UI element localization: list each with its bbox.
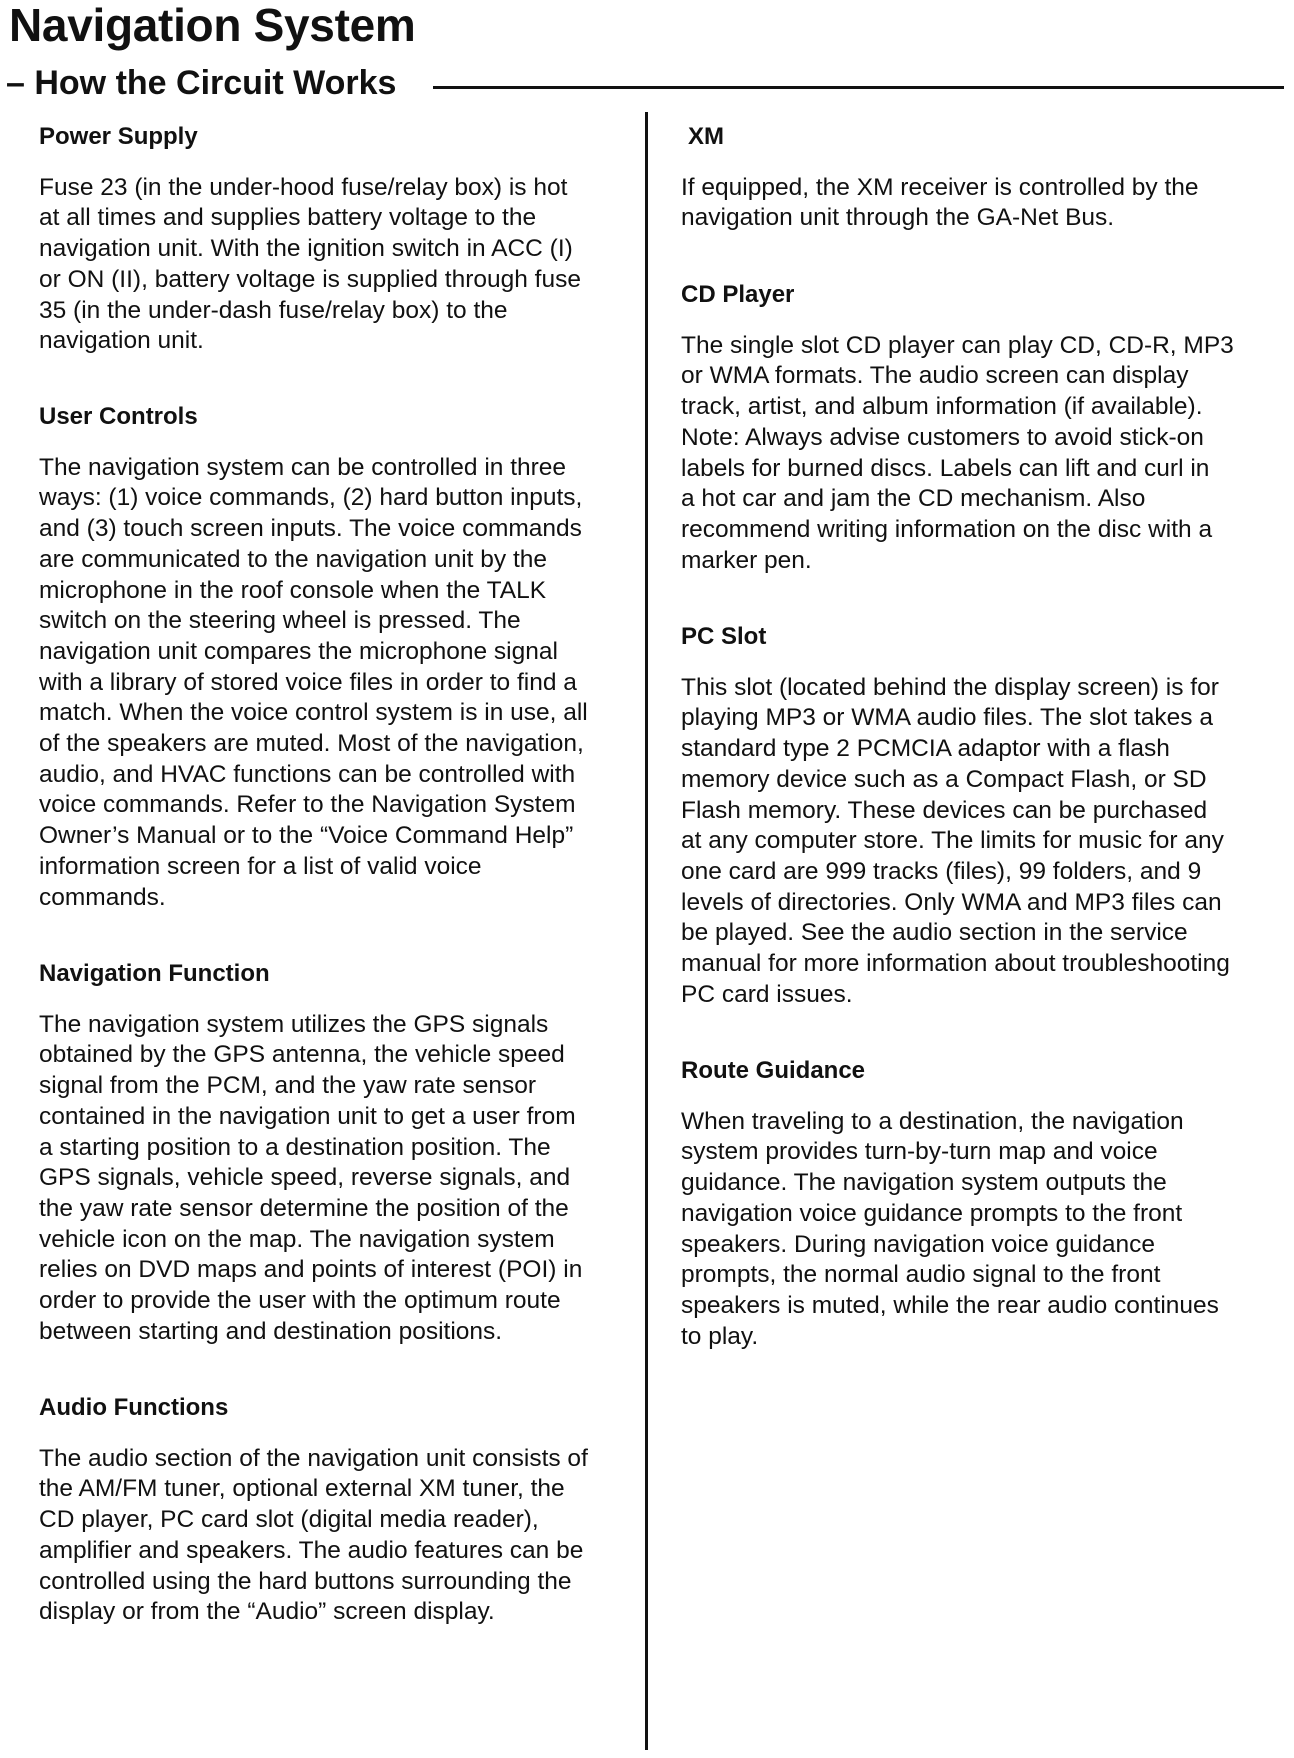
section-body (681, 331, 1281, 577)
text-line: vehicle icon on the map. The navigation system (39, 1225, 555, 1253)
text-line: guidance. The navigation system outputs the (681, 1169, 1167, 1197)
text-line: speakers is muted, while the rear audio continues (681, 1291, 1219, 1319)
section-audio-functions (39, 1393, 639, 1628)
text-line: navigation unit. (39, 327, 204, 355)
section-route-guidance (681, 1056, 1281, 1352)
text-line: to play. (681, 1322, 759, 1350)
text-line: levels of directories. Only WMA and MP3 files can (681, 888, 1222, 916)
section-power-supply (39, 122, 639, 357)
text-line: microphone in the roof console when the TALK (39, 576, 547, 604)
text-line: The navigation system can be controlled in three (39, 453, 567, 481)
text-line: are communicated to the navigation unit by the (39, 545, 548, 573)
header-rule (433, 86, 1284, 89)
text-line: with a library of stored voice files in order to find a (39, 668, 577, 696)
text-line: a hot car and jam the CD mechanism. Also (681, 485, 1146, 513)
text-line: audio, and HVAC functions can be controlled with (39, 760, 576, 788)
text-line: Owner’s Manual or to the “Voice Command Help” (39, 822, 574, 850)
text-line: relies on DVD maps and points of interest (POI) in (39, 1256, 583, 1284)
section-body (39, 173, 639, 357)
text-line: and (3) touch screen inputs. The voice commands (39, 515, 582, 543)
section-pc-slot (681, 622, 1281, 1010)
text-line: contained in the navigation unit to get a user from (39, 1102, 576, 1130)
text-line: controlled using the hard buttons surrounding the (39, 1567, 572, 1595)
text-line: CD player, PC card slot (digital media reader), (39, 1506, 539, 1534)
text-line: a starting position to a destination position. The (39, 1133, 551, 1161)
text-line: switch on the steering wheel is pressed. The (39, 607, 521, 635)
text-line: navigation voice guidance prompts to the front (681, 1199, 1183, 1227)
text-line: prompts, the normal audio signal to the front (681, 1261, 1161, 1289)
column-divider (645, 112, 648, 1750)
text-line: recommend writing information on the disc with a (681, 515, 1213, 543)
section-body (39, 1010, 639, 1348)
text-line: system provides turn-by-turn map and voice (681, 1138, 1158, 1166)
text-line: GPS signals, vehicle speed, reverse signals, and (39, 1164, 571, 1192)
text-line: 35 (in the under-dash fuse/relay box) to the (39, 296, 508, 324)
text-line: between starting and destination positions. (39, 1317, 503, 1345)
text-line: at all times and supplies battery voltage to the (39, 204, 537, 232)
section-navigation-function (39, 959, 639, 1347)
text-line: The single slot CD player can play CD, CD-R, MP3 (681, 331, 1234, 359)
text-line: The audio section of the navigation unit consists of (39, 1444, 588, 1472)
text-line: match. When the voice control system is in use, all (39, 699, 588, 727)
section-heading: Audio Functions (39, 1394, 229, 1421)
text-line: or ON (II), battery voltage is supplied through fuse (39, 265, 581, 293)
text-line: navigation unit compares the microphone signal (39, 637, 558, 665)
text-line: standard type 2 PCMCIA adaptor with a flash (681, 735, 1170, 763)
text-line: one card are 999 tracks (files), 99 folders, and 9 (681, 857, 1202, 885)
text-line: at any computer store. The limits for music for any (681, 827, 1224, 855)
section-heading: Power Supply (39, 123, 198, 150)
text-line: commands. (39, 883, 166, 911)
text-line: Flash memory. These devices can be purchased (681, 796, 1208, 824)
text-line: The navigation system utilizes the GPS signals (39, 1010, 549, 1038)
text-line: When traveling to a destination, the navigation (681, 1107, 1184, 1135)
text-line: labels for burned discs. Labels can lift and curl in (681, 454, 1210, 482)
text-line: This slot (located behind the display screen) is for (681, 673, 1219, 701)
page-subtitle: – How the Circuit Works (6, 64, 397, 102)
section-heading: Route Guidance (681, 1057, 866, 1084)
text-line: memory device such as a Compact Flash, or SD (681, 765, 1207, 793)
section-heading: User Controls (39, 403, 198, 430)
text-line: be played. See the audio section in the service (681, 919, 1188, 947)
text-line: obtained by the GPS antenna, the vehicle speed (39, 1041, 565, 1069)
text-line: or WMA formats. The audio screen can display (681, 362, 1189, 390)
section-body (681, 673, 1281, 1011)
section-user-controls (39, 402, 639, 913)
text-line: Note: Always advise customers to avoid stick-on (681, 423, 1204, 451)
text-line: marker pen. (681, 546, 812, 574)
section-heading: Navigation Function (39, 960, 270, 987)
section-xm (681, 122, 1281, 234)
text-line: PC card issues. (681, 980, 853, 1008)
text-line: amplifier and speakers. The audio features can be (39, 1536, 584, 1564)
text-line: the AM/FM tuner, optional external XM tuner, the (39, 1475, 565, 1503)
text-line: speakers. During navigation voice guidance (681, 1230, 1155, 1258)
text-line: playing MP3 or WMA audio files. The slot takes a (681, 704, 1213, 732)
text-line: order to provide the user with the optimum route (39, 1287, 561, 1315)
section-heading: CD Player (681, 281, 795, 308)
text-line: navigation unit through the GA-Net Bus. (681, 204, 1115, 232)
text-line: manual for more information about troubleshooting (681, 950, 1230, 978)
text-line: the yaw rate sensor determine the position of the (39, 1194, 569, 1222)
text-line: If equipped, the XM receiver is controlled by the (681, 173, 1199, 201)
section-body (39, 1444, 639, 1628)
text-line: signal from the PCM, and the yaw rate sensor (39, 1072, 537, 1100)
text-line: display or from the “Audio” screen display. (39, 1598, 495, 1626)
section-cd-player (681, 280, 1281, 576)
text-line: of the speakers are muted. Most of the navigation, (39, 730, 584, 758)
text-line: navigation unit. With the ignition switch in ACC (I) (39, 235, 573, 263)
text-line: ways: (1) voice commands, (2) hard button inputs, (39, 484, 583, 512)
text-line: voice commands. Refer to the Navigation System (39, 791, 576, 819)
text-line: information screen for a list of valid voice (39, 852, 482, 880)
section-body (39, 453, 639, 914)
section-heading: PC Slot (681, 623, 767, 650)
section-body (681, 1107, 1281, 1353)
text-line: track, artist, and album information (if available). (681, 393, 1203, 421)
text-line: Fuse 23 (in the under-hood fuse/relay box) is hot (39, 173, 568, 201)
section-body (681, 173, 1281, 234)
section-heading: XM (688, 123, 724, 150)
page-title: Navigation System (9, 0, 416, 51)
